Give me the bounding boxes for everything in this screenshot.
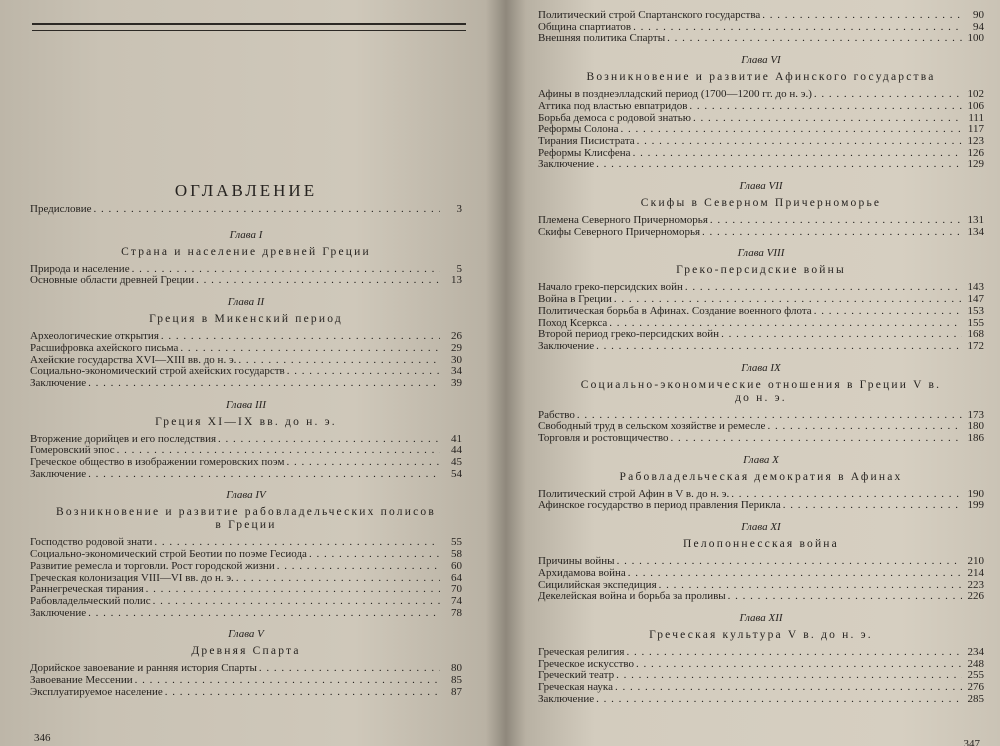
chapter-label: Глава XI	[741, 521, 781, 534]
entry-page: 70	[451, 583, 462, 596]
chapter-label: Глава VI	[741, 54, 781, 67]
entry-page: 248	[967, 657, 984, 670]
entry-title: Греческий театр	[538, 669, 615, 682]
toc-entry	[538, 591, 984, 603]
entry-title: Община спартиатов	[538, 20, 632, 33]
entry-page: 214	[967, 566, 984, 579]
entry-title: Завоевание Мессении	[30, 674, 133, 687]
chapter-label: Глава IV	[226, 489, 266, 502]
entry-page: 234	[967, 645, 984, 658]
entry-title: Рабовладельческий полис	[30, 594, 151, 607]
entry-page: 39	[451, 376, 462, 389]
entry-title: Реформы Клисфена	[538, 146, 631, 159]
right-page	[506, 0, 1000, 746]
leader-dots	[596, 694, 962, 706]
leader-dots	[135, 675, 440, 687]
toc-entry	[538, 500, 984, 512]
leader-dots	[146, 584, 440, 596]
leader-dots	[710, 215, 962, 227]
leader-dots	[621, 124, 962, 136]
entry-page: 180	[967, 420, 984, 433]
chapter-label: Глава III	[225, 398, 267, 411]
page-number: 346	[34, 732, 51, 744]
leader-dots	[277, 561, 440, 573]
entry-page: 100	[967, 32, 984, 45]
entry-page: 123	[967, 134, 984, 147]
leader-dots	[616, 670, 962, 682]
leader-dots	[689, 101, 962, 113]
entry-page: 226	[967, 590, 984, 603]
leader-dots	[721, 329, 962, 341]
toc-entry	[30, 596, 462, 608]
leader-dots	[287, 457, 441, 469]
entry-title: Греческое искусство	[538, 657, 635, 670]
toc-entry	[538, 227, 984, 239]
toc-right	[538, 10, 984, 706]
toc-entry	[538, 159, 984, 171]
leader-dots	[667, 33, 962, 45]
leader-dots	[637, 136, 962, 148]
entry-page: 153	[967, 304, 984, 317]
header-rule-thin	[32, 30, 466, 31]
entry-page: 60	[451, 559, 462, 572]
leader-dots	[636, 659, 962, 671]
leader-dots	[165, 687, 440, 699]
entry-title: Заключение	[538, 158, 595, 171]
entry-page: 168	[967, 328, 984, 341]
toc-heading: ОГЛАВЛЕНИЕ	[174, 181, 318, 200]
entry-title: Скифы Северного Причерноморья	[538, 225, 701, 238]
toc-entry	[538, 136, 984, 148]
toc-entry	[538, 568, 984, 580]
toc-entry	[30, 343, 462, 355]
entry-page: 34	[451, 365, 462, 378]
entry-title: Борьба демоса с родовой знатью	[538, 111, 691, 124]
entry-title: Раннегреческая тирания	[30, 583, 144, 596]
chapter-title: Пелопоннесская война	[683, 538, 839, 551]
entry-page: 111	[968, 111, 984, 124]
leader-dots	[685, 282, 962, 294]
entry-title: Рабство	[538, 408, 575, 421]
toc-entry	[538, 101, 984, 113]
toc-entry	[30, 687, 462, 699]
entry-page: 45	[451, 456, 462, 469]
entry-title: Афины в позднеэлладский период (1700—1200 гг. до н. э.)	[538, 88, 812, 101]
toc-left	[30, 181, 462, 698]
leader-dots	[670, 433, 962, 445]
chapter-title: Греческая культура V в. до н. э.	[649, 628, 873, 641]
entry-title: Свободный труд в сельском хозяйстве и ремесле	[538, 420, 766, 433]
entry-page: 26	[451, 330, 462, 343]
entry-title: Вторжение дорийцев и его последствия	[30, 432, 217, 445]
leader-dots	[814, 89, 962, 101]
toc-entry	[538, 329, 984, 341]
entry-page: 190	[967, 487, 984, 500]
entry-page: 54	[451, 467, 462, 480]
entry-title: Афинское государство в период правления Перикла	[538, 499, 781, 512]
leader-dots	[88, 608, 440, 620]
entry-page: 5	[456, 262, 462, 275]
leader-dots	[814, 306, 962, 318]
toc-entry	[538, 10, 984, 22]
chapter-title: Рабовладельческая демократия в Афинах	[619, 470, 903, 483]
entry-title: Греческая колонизация VIII—VI вв. до н. э.	[30, 571, 234, 584]
entry-title: Второй период греко-персидских войн	[538, 328, 720, 341]
chapter-title: Скифы в Северном Причерноморье	[640, 197, 882, 210]
leader-dots	[633, 148, 962, 160]
leader-dots	[615, 682, 962, 694]
entry-page: 172	[967, 339, 984, 352]
leader-dots	[88, 378, 440, 390]
chapter-title: Греция XI—IX вв. до н. э.	[155, 415, 337, 428]
entry-title: Политический строй Афин в V в. до н. э.	[538, 487, 730, 500]
entry-page: 87	[451, 685, 462, 698]
chapter-label: Глава X	[743, 453, 779, 466]
entry-title: Племена Северного Причерноморья	[538, 214, 708, 227]
toc-entry	[30, 608, 462, 620]
entry-page: 55	[451, 536, 462, 549]
entry-title: Дорийское завоевание и ранняя история Спарты	[30, 662, 257, 675]
chapter-title: Греко-персидские войны	[676, 264, 846, 277]
entry-page: 3	[456, 203, 462, 215]
leader-dots	[693, 113, 962, 125]
entry-title: Декелейская война и борьба за проливы	[538, 590, 726, 603]
toc-entry	[30, 469, 462, 481]
toc-entry	[538, 33, 984, 45]
toc-entry-preface	[30, 204, 462, 216]
entry-title: Греческая религия	[538, 645, 625, 658]
leader-dots	[628, 568, 962, 580]
entry-page: 129	[967, 158, 984, 171]
entry-title: Политический строй Спартанского государства	[538, 9, 761, 21]
toc-entry	[30, 275, 462, 287]
leader-dots	[783, 500, 962, 512]
entry-title: Археологические открытия	[30, 330, 159, 343]
chapter-title: Греция в Микенский период	[149, 313, 343, 326]
chapter-label: Глава XII	[739, 611, 783, 624]
entry-page: 85	[451, 674, 462, 687]
chapter-label: Глава VIII	[737, 247, 785, 260]
entry-page: 134	[967, 225, 984, 238]
entry-page: 102	[967, 88, 984, 101]
entry-title: Архидамова война	[538, 566, 626, 579]
entry-title: Торговля и ростовщичество	[538, 432, 669, 445]
entry-page: 255	[967, 669, 984, 682]
entry-page: 143	[967, 281, 984, 294]
chapter-title: Древняя Спарта	[191, 645, 301, 658]
toc-entry	[538, 647, 984, 659]
leader-dots	[617, 556, 962, 568]
toc-entry	[538, 148, 984, 160]
entry-page: 276	[967, 681, 984, 694]
entry-title: Расшифровка ахейского письма	[30, 341, 179, 354]
leader-dots	[196, 275, 440, 287]
toc-entry	[538, 215, 984, 227]
entry-title: Сицилийская экспедиция	[538, 578, 657, 591]
leader-dots	[633, 22, 962, 34]
entry-page: 90	[973, 9, 984, 21]
entry-title: Греческое общество в изображении гомеровских поэм	[30, 456, 285, 469]
entry-page: 199	[967, 499, 984, 512]
leader-dots	[180, 343, 440, 355]
chapter-title: Возникновение и развитие рабовладельческих полисов в Греции	[56, 506, 436, 532]
leader-dots	[762, 10, 962, 22]
entry-page: 64	[451, 571, 462, 584]
entry-page: 58	[451, 548, 462, 561]
entry-title: Эксплуатируемое население	[30, 685, 163, 698]
entry-page: 186	[967, 432, 984, 445]
entry-page: 29	[451, 341, 462, 354]
entry-page: 78	[451, 606, 462, 619]
entry-page: 30	[451, 353, 462, 366]
leader-dots	[309, 549, 440, 561]
entry-title: Заключение	[30, 376, 87, 389]
entry-page: 223	[967, 578, 984, 591]
leader-dots	[88, 469, 440, 481]
entry-page: 285	[967, 692, 984, 705]
entry-page: 155	[967, 316, 984, 329]
chapter-label: Глава II	[227, 296, 265, 309]
page-number: 347	[963, 738, 980, 746]
toc-entry	[30, 457, 462, 469]
entry-page: 131	[967, 214, 984, 227]
entry-title: Основные области древней Греции	[30, 274, 195, 287]
leader-dots	[728, 591, 962, 603]
leader-dots	[161, 331, 440, 343]
toc-entry	[538, 433, 984, 445]
entry-title: Социально-экономический строй ахейских государств	[30, 365, 285, 378]
chapter-label: Глава V	[228, 628, 264, 641]
entry-page: 126	[967, 146, 984, 159]
chapter-title: Социально-экономические отношения в Греции V в. до н. э.	[580, 378, 942, 404]
leader-dots	[236, 573, 440, 585]
chapter-label: Глава VII	[739, 180, 783, 193]
toc-entry	[538, 694, 984, 706]
toc-entry	[538, 682, 984, 694]
chapter-label: Глава IX	[741, 361, 781, 374]
entry-page: 80	[451, 662, 462, 675]
leader-dots	[287, 366, 440, 378]
entry-title: Ахейские государства XVI—XIII вв. до н. э.	[30, 353, 237, 366]
entry-title: Аттика под властью евпатридов	[538, 99, 688, 112]
entry-page: 44	[451, 444, 462, 457]
toc-entry	[538, 341, 984, 353]
entry-page: 117	[967, 123, 984, 136]
entry-title: Политическая борьба в Афинах. Создание военного флота	[538, 304, 812, 317]
entry-title: Тирания Писистрата	[538, 134, 635, 147]
toc-entry	[30, 561, 462, 573]
toc-entry	[30, 378, 462, 390]
entry-page: 74	[451, 594, 462, 607]
entry-title: Причины войны	[538, 555, 615, 568]
entry-title: Начало греко-персидских войн	[538, 281, 683, 294]
entry-title: Война в Греции	[538, 293, 612, 306]
leader-dots	[153, 596, 440, 608]
entry-title: Реформы Солона	[538, 123, 619, 136]
leader-dots	[767, 421, 962, 433]
entry-page: 13	[451, 274, 462, 287]
entry-title: Гомеровский эпос	[30, 444, 115, 457]
toc-entry	[30, 675, 462, 687]
leader-dots	[94, 204, 441, 216]
entry-title: Господство родовой знати	[30, 536, 153, 549]
entry-title: Природа и население	[30, 262, 130, 275]
header-rule	[32, 23, 466, 25]
leader-dots	[626, 647, 962, 659]
leader-dots	[596, 159, 962, 171]
entry-title: Заключение	[30, 467, 87, 480]
entry-title: Внешняя политика Спарты	[538, 32, 666, 45]
entry-page: 94	[973, 20, 984, 33]
entry-page: 210	[967, 555, 984, 568]
leader-dots	[596, 341, 962, 353]
entry-page: 41	[451, 432, 462, 445]
entry-title: Поход Ксеркса	[538, 316, 608, 329]
toc-entry	[538, 306, 984, 318]
entry-title: Заключение	[30, 606, 87, 619]
entry-title: Заключение	[538, 692, 595, 705]
leader-dots	[259, 663, 440, 675]
entry-page: 106	[967, 99, 984, 112]
entry-page: 147	[967, 293, 984, 306]
chapter-title: Страна и население древней Греции	[121, 245, 371, 258]
toc-entry	[30, 366, 462, 378]
leader-dots	[218, 434, 440, 446]
entry-title: Греческая наука	[538, 681, 613, 694]
entry-title: Заключение	[538, 339, 595, 352]
entry-title: Развитие ремесла и торговли. Рост городской жизни	[30, 559, 275, 572]
entry-title: Предисловие	[30, 203, 92, 215]
chapter-label: Глава I	[229, 228, 263, 241]
chapter-title: Возникновение и развитие Афинского государства	[586, 71, 936, 84]
leader-dots	[702, 227, 962, 239]
entry-title: Социально-экономический строй Беотии по поэме Гесиода	[30, 548, 307, 561]
entry-page: 173	[967, 408, 984, 421]
